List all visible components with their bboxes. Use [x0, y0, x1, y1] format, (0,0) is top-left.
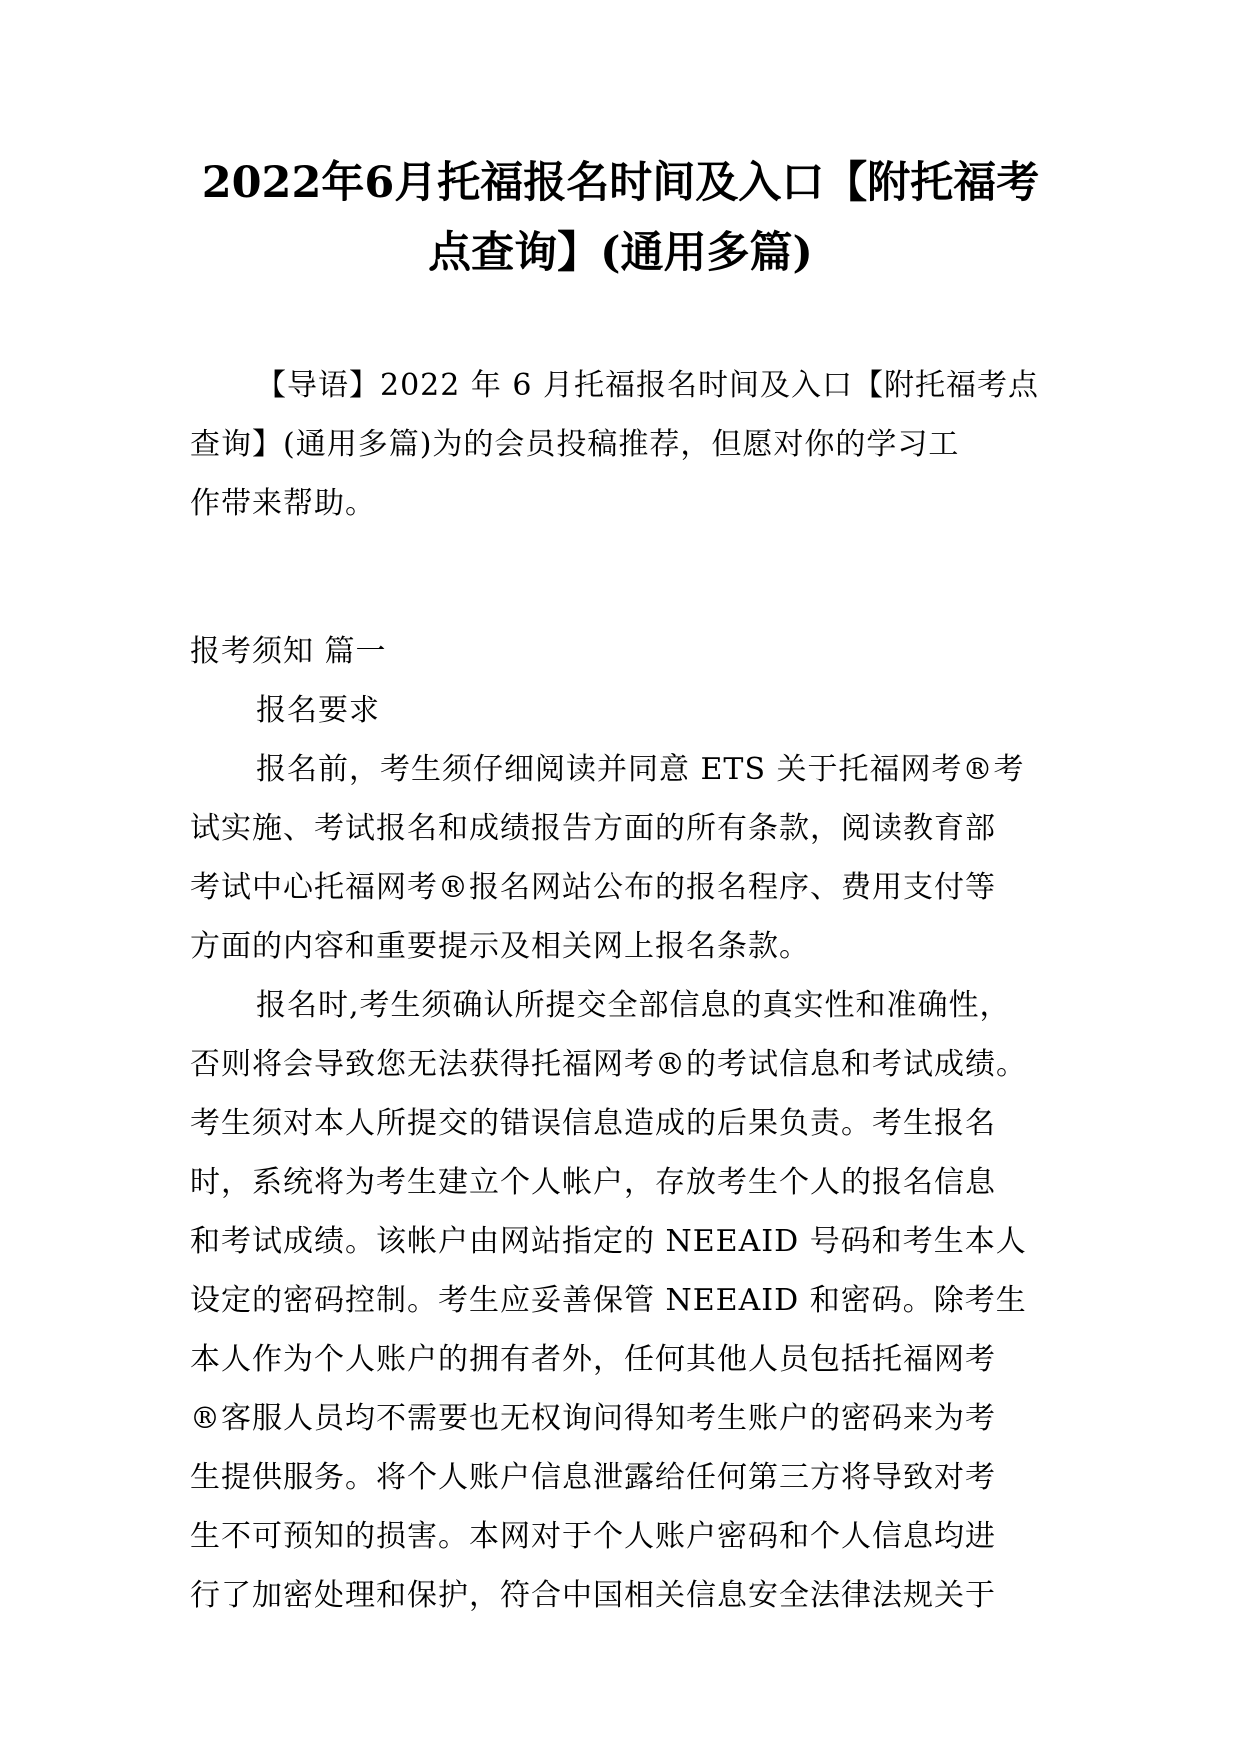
paragraph-line: 本人作为个人账户的拥有者外，任何其他人员包括托福网考: [190, 1342, 996, 1377]
intro-paragraph: [190, 356, 1060, 533]
paragraph-line: 报名时,考生须确认所提交全部信息的真实性和准确性，: [256, 988, 1011, 1023]
paragraph-line: 时，系统将为考生建立个人帐户，存放考生个人的报名信息: [190, 1165, 996, 1200]
intro-line: 【导语】2022 年 6 月托福报名时间及入口【附托福考点: [256, 368, 1040, 403]
section-heading: 报考须知 篇一: [190, 634, 387, 669]
document-body: [190, 356, 1060, 1625]
intro-line: 作带来帮助。: [190, 486, 376, 521]
section-subheading: 报名要求: [256, 693, 380, 728]
paragraph-line: 考试中心托福网考®报名网站公布的报名程序、费用支付等: [190, 870, 996, 905]
title-line-1: 2022年6月托福报名时间及入口【附托福考: [201, 158, 1040, 208]
paragraph-line: 生不可预知的损害。本网对于个人账户密码和个人信息均进: [190, 1519, 996, 1554]
paragraph-line: 方面的内容和重要提示及相关网上报名条款。: [190, 929, 810, 964]
paragraph-1: [190, 740, 1060, 976]
paragraph-line: 考生须对本人所提交的错误信息造成的后果负责。考生报名: [190, 1106, 996, 1141]
title-line-2: 点查询】(通用多篇): [428, 228, 813, 278]
paragraph-line: 和考试成绩。该帐户由网站指定的 NEEAID 号码和考生本人: [190, 1224, 1027, 1259]
paragraph-line: ®客服人员均不需要也无权询问得知考生账户的密码来为考: [190, 1401, 996, 1436]
paragraph-line: 试实施、考试报名和成绩报告方面的所有条款，阅读教育部: [190, 811, 996, 846]
paragraph-line: 报名前，考生须仔细阅读并同意 ETS 关于托福网考®考: [256, 752, 1025, 787]
paragraph-line: 设定的密码控制。考生应妥善保管 NEEAID 和密码。除考生: [190, 1283, 1027, 1318]
paragraph-gap: [190, 533, 1060, 622]
paragraph-2: [190, 976, 1060, 1625]
document-title: [150, 148, 1091, 288]
paragraph-line: 否则将会导致您无法获得托福网考®的考试信息和考试成绩。: [190, 1047, 1027, 1082]
paragraph-line: 行了加密处理和保护，符合中国相关信息安全法律法规关于: [190, 1578, 996, 1613]
paragraph-line: 生提供服务。将个人账户信息泄露给任何第三方将导致对考: [190, 1460, 996, 1495]
intro-line: 查询】(通用多篇)为的会员投稿推荐，但愿对你的学习工: [190, 427, 960, 462]
